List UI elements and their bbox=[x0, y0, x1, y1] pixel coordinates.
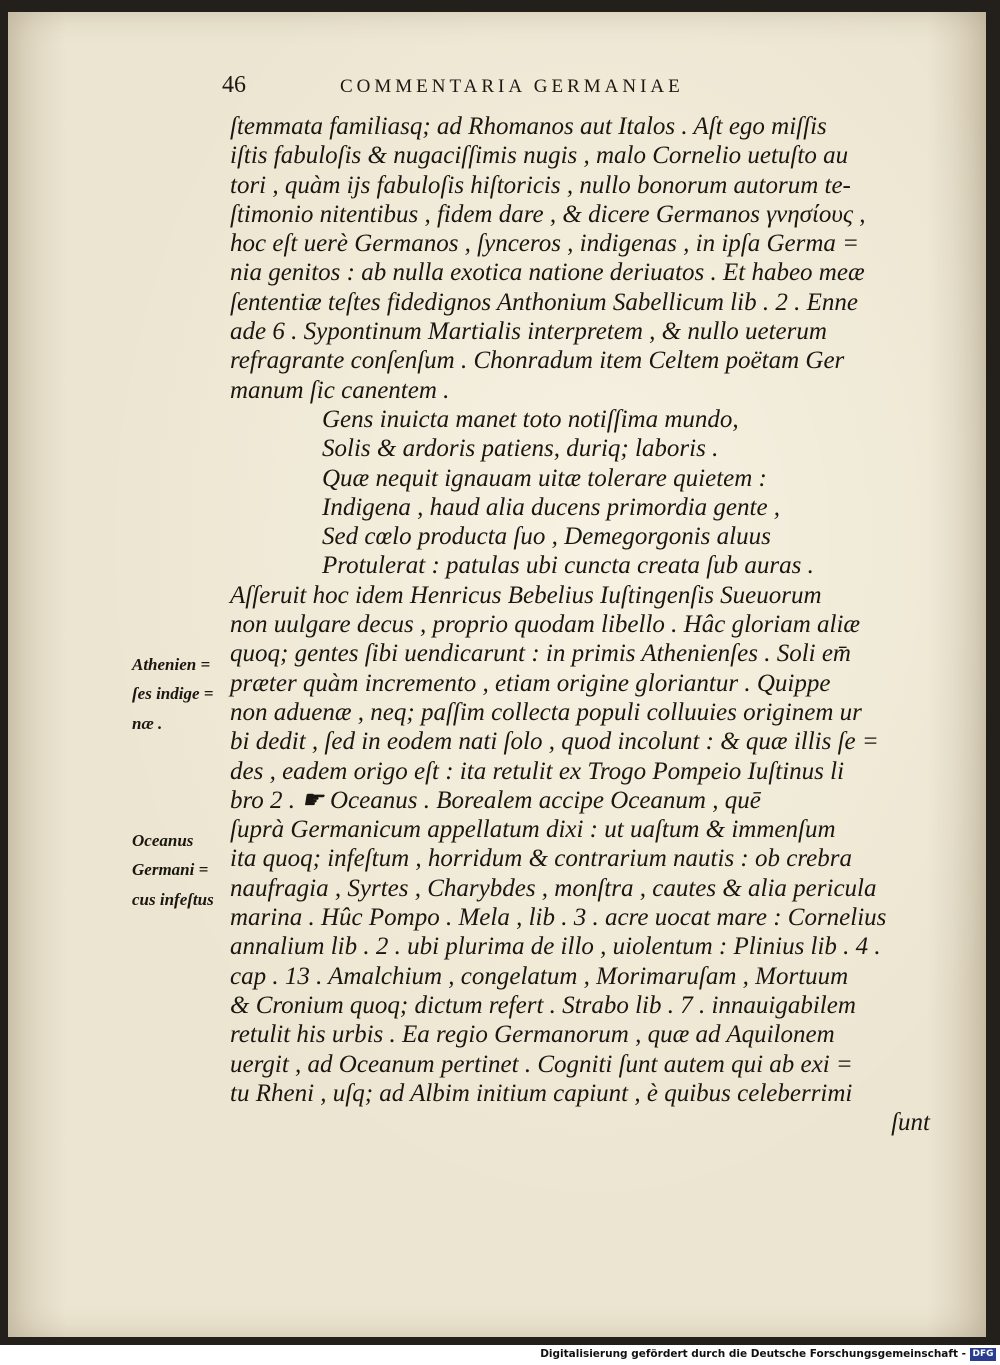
text-line: des , eadem origo eſt : ita retulit ex Trogo Pompeio Iuſtinus li bbox=[230, 757, 845, 785]
text-line: iſtis fabuloſis & nugaciſſimis nugis , malo Cornelio uetuſto au bbox=[230, 142, 849, 170]
text-line: marina . Hûc Pompo . Mela , lib . 3 . acre uocat mare : Cornelius bbox=[230, 904, 887, 932]
text-line: refragrante conſenſum . Chonradum item Celtem poëtam Ger bbox=[230, 347, 845, 375]
verse-line: Indigena , haud alia ducens primordia gente , bbox=[322, 493, 781, 521]
text-line: & Cronium quoq; dictum refert . Strabo lib . 7 . innauigabilem bbox=[230, 991, 856, 1019]
margin-note-line: cus infeſtus bbox=[132, 889, 214, 909]
text-line: ſuprà Germanicum appellatum dixi : ut uaſtum & immenſum bbox=[230, 816, 836, 844]
text-line: hoc eſt uerè Germanos , ſynceros , indigenas , in ipſa Germa = bbox=[230, 230, 860, 258]
dfg-logo: DFG bbox=[970, 1348, 996, 1361]
margin-note-line: næ . bbox=[132, 713, 163, 733]
text-line: ita quoq; infeſtum , horridum & contrarium nautis : ob crebra bbox=[230, 845, 852, 873]
page-number: 46 bbox=[222, 72, 246, 98]
text-line: naufragia , Syrtes , Charybdes , monſtra , cautes & alia pericula bbox=[230, 874, 877, 902]
running-title: COMMENTARIA GERMANIAE bbox=[340, 76, 684, 97]
verse-line: Sed cœlo producta ſuo , Demegorgonis aluus bbox=[322, 523, 771, 551]
text-line: manum ſic canentem . bbox=[230, 376, 450, 404]
verse-line: Quæ nequit ignauam uitæ tolerare quietem : bbox=[322, 464, 767, 492]
text-line: annalium lib . 2 . ubi plurima de illo , uiolentum : Plinius lib . 4 . bbox=[230, 933, 881, 961]
margin-note-line: ſes indige = bbox=[132, 684, 214, 704]
text-line: non aduenæ , neq; paſſim collecta populi colluuies originem ur bbox=[230, 698, 862, 726]
margin-note-line: Oceanus bbox=[132, 831, 194, 850]
text-line: bi dedit , ſed in eodem nati ſolo , quod incolunt : & quæ illis ſe = bbox=[230, 728, 879, 756]
text-line: præter quàm incremento , etiam origine gloriantur . Quippe bbox=[230, 669, 831, 697]
page-header bbox=[222, 72, 822, 112]
text-line: cap . 13 . Amalchium , congelatum , Morimaruſam , Mortuum bbox=[230, 962, 849, 990]
text-line: tori , quàm ijs fabuloſis hiſtoricis , nullo bonorum autorum te- bbox=[230, 171, 851, 199]
text-line: retulit his urbis . Ea regio Germanorum , quæ ad Aquilonem bbox=[230, 1021, 835, 1049]
margin-note-oceanus bbox=[132, 826, 228, 914]
text-line: uergit , ad Oceanum pertinet . Cogniti ſunt autem qui ab exi = bbox=[230, 1050, 853, 1078]
funding-credit: Digitalisierung gefördert durch die Deutsche Forschungsgemeinschaft - bbox=[540, 1348, 966, 1360]
text-line: ſtimonio nitentibus , fidem dare , & dicere Germanos γνησίους , bbox=[230, 200, 866, 228]
footer-bar bbox=[0, 1345, 1000, 1365]
verse-line: Protulerat : patulas ubi cuncta creata ſub auras . bbox=[322, 552, 814, 580]
text-line: ade 6 . Sypontinum Martialis interpretem , & nullo ueterum bbox=[230, 318, 827, 346]
text-line: ſtemmata familiasq; ad Rhomanos aut Italos . Aſt ego miſſis bbox=[230, 113, 827, 140]
body-text bbox=[230, 112, 930, 1137]
text-line: non uulgare decus , proprio quodam libello . Hâc gloriam aliæ bbox=[230, 611, 861, 639]
margin-note-line: Athenien = bbox=[132, 655, 211, 674]
text-line: bro 2 . ☛ Oceanus . Borealem accipe Oceanum , quē bbox=[230, 786, 761, 814]
margin-note-athenienses bbox=[132, 650, 228, 738]
margin-note-line: Germani = bbox=[132, 860, 209, 880]
verse-line: Gens inuicta manet toto notiſſima mundo, bbox=[322, 405, 739, 433]
text-line: tu Rheni , uſq; ad Albim initium capiunt , è quibus celeberrimi bbox=[230, 1079, 853, 1107]
text-line: ſententiæ teſtes fidedignos Anthonium Sabellicum lib . 2 . Enne bbox=[230, 288, 858, 316]
catchword: ſunt bbox=[891, 1109, 930, 1137]
text-line: nia genitos : ab nulla exotica natione deriuatos . Et habeo meæ bbox=[230, 259, 865, 287]
verse-line: Solis & ardoris patiens, duriq; laboris . bbox=[322, 435, 719, 463]
text-line: Aſſeruit hoc idem Henricus Bebelius Iuſtingenſis Sueuorum bbox=[230, 581, 822, 609]
text-line: quoq; gentes ſibi uendicarunt : in primis Athenienſes . Soli em̄ bbox=[230, 640, 851, 668]
